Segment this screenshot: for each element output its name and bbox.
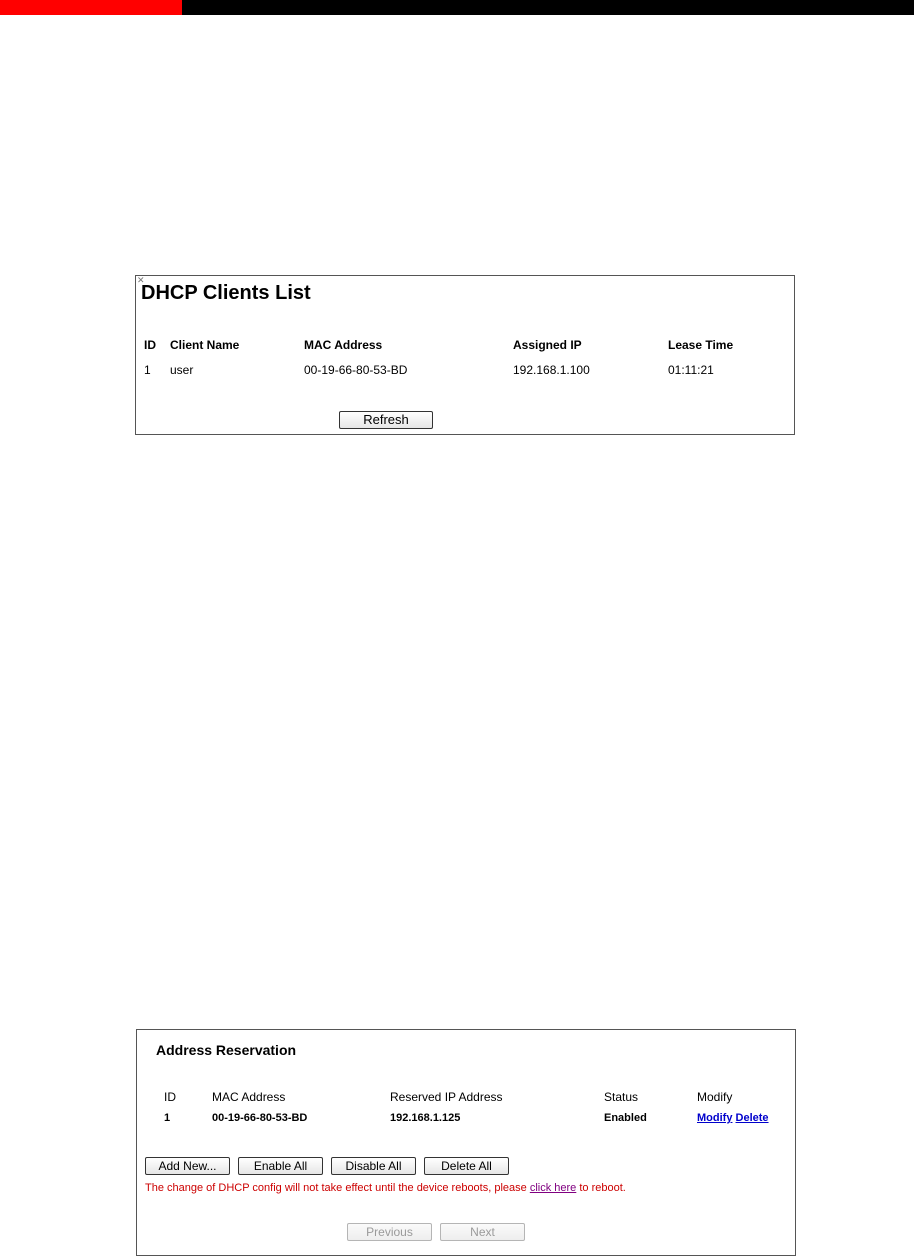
col-reserved-ip: Reserved IP Address xyxy=(390,1090,503,1104)
reservation-id: 1 xyxy=(164,1112,171,1124)
dhcp-clients-panel xyxy=(135,275,795,435)
client-name: user xyxy=(170,363,194,377)
col-id: ID xyxy=(164,1090,176,1104)
reservation-actions xyxy=(697,1112,769,1124)
reservation-title: Address Reservation xyxy=(156,1042,297,1058)
reboot-notice xyxy=(145,1182,626,1194)
col-id: ID xyxy=(144,338,156,352)
col-status: Status xyxy=(604,1090,639,1104)
col-client-name: Client Name xyxy=(170,338,240,352)
banner-accent xyxy=(0,0,182,15)
col-mac-address: MAC Address xyxy=(304,338,383,352)
notice-text: The change of DHCP config will not take effect until the device reboots, please xyxy=(145,1182,530,1194)
modify-link[interactable]: Modify xyxy=(697,1112,733,1124)
previous-button[interactable]: Previous xyxy=(347,1223,432,1241)
reservation-mac: 00-19-66-80-53-BD xyxy=(212,1112,308,1124)
top-banner xyxy=(0,0,914,15)
add-new-button[interactable]: Add New... xyxy=(145,1157,230,1175)
client-mac: 00-19-66-80-53-BD xyxy=(304,363,408,377)
address-reservation-panel xyxy=(136,1029,796,1256)
col-lease-time: Lease Time xyxy=(668,338,734,352)
clients-title: DHCP Clients List xyxy=(141,282,311,304)
disable-all-button[interactable]: Disable All xyxy=(331,1157,416,1175)
reboot-link[interactable]: click here xyxy=(529,1182,577,1194)
client-ip: 192.168.1.100 xyxy=(513,363,590,377)
broken-image-icon: ✕ xyxy=(137,275,145,285)
notice-text-end: to reboot. xyxy=(576,1182,626,1194)
refresh-button[interactable]: Refresh xyxy=(339,411,433,429)
delete-all-button[interactable]: Delete All xyxy=(424,1157,509,1175)
col-assigned-ip: Assigned IP xyxy=(513,338,582,352)
delete-link[interactable]: Delete xyxy=(735,1112,769,1124)
reservation-ip: 192.168.1.125 xyxy=(390,1112,461,1124)
col-mac-address: MAC Address xyxy=(212,1090,286,1104)
client-lease: 01:11:21 xyxy=(668,363,714,377)
col-modify: Modify xyxy=(697,1090,733,1104)
reservation-status: Enabled xyxy=(604,1112,647,1124)
client-id: 1 xyxy=(144,363,151,377)
next-button[interactable]: Next xyxy=(440,1223,525,1241)
enable-all-button[interactable]: Enable All xyxy=(238,1157,323,1175)
